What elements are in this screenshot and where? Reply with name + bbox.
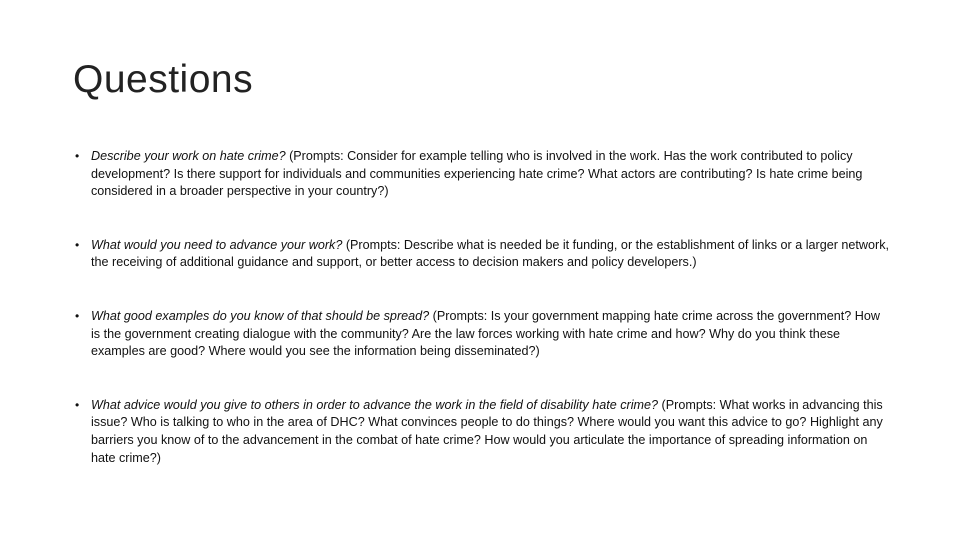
prompts-text: (Prompts: Describe what is needed be it funding, or the establishment of links or a larger network, the receiving of additional guidance and support, or better access to decision makers and policy developers.) [91,237,890,270]
question-text: What good examples do you know of that should be spread? [91,308,430,323]
prompts-text: (Prompts: What works in advancing this issue? Who is talking to who in the area of DHC? What convinces people to do things? Where would you want this advice to go? Highlight any barriers you know of to the advancement in the combat of hate crime? How would you articulate the importance of spreading information on hate crime?) [91,397,883,465]
bullet-dot-icon: • [75,149,80,163]
prompts-text: (Prompts: Consider for example telling who is involved in the work. Has the work contributed to policy development? Is there support for individuals and communities experiencing hate crime? What actors are contributing? Is hate crime being considered in a broader perspective in your country?) [91,149,863,199]
question-item-1 [73,148,891,201]
question-text: What would you need to advance your work? [91,237,343,252]
question-text: What advice would you give to others in order to advance the work in the field of disability hate crime? [91,397,659,412]
bullet-dot-icon: • [75,397,80,412]
question-text: Describe your work on hate crime? [91,149,286,163]
question-item-2 [73,237,891,272]
question-item-4 [73,397,891,467]
prompts-text: (Prompts: Is your government mapping hate crime across the government? How is the government creating dialogue with the community? Are the law forces working with hate crime and how? Why do you think these examples are good? Where would you see the information being disseminated?) [91,308,880,359]
question-item-3 [73,308,891,361]
slide-title: Questions [73,58,254,101]
question-list [73,148,891,467]
bullet-dot-icon: • [75,237,80,252]
bullet-dot-icon: • [75,308,80,323]
